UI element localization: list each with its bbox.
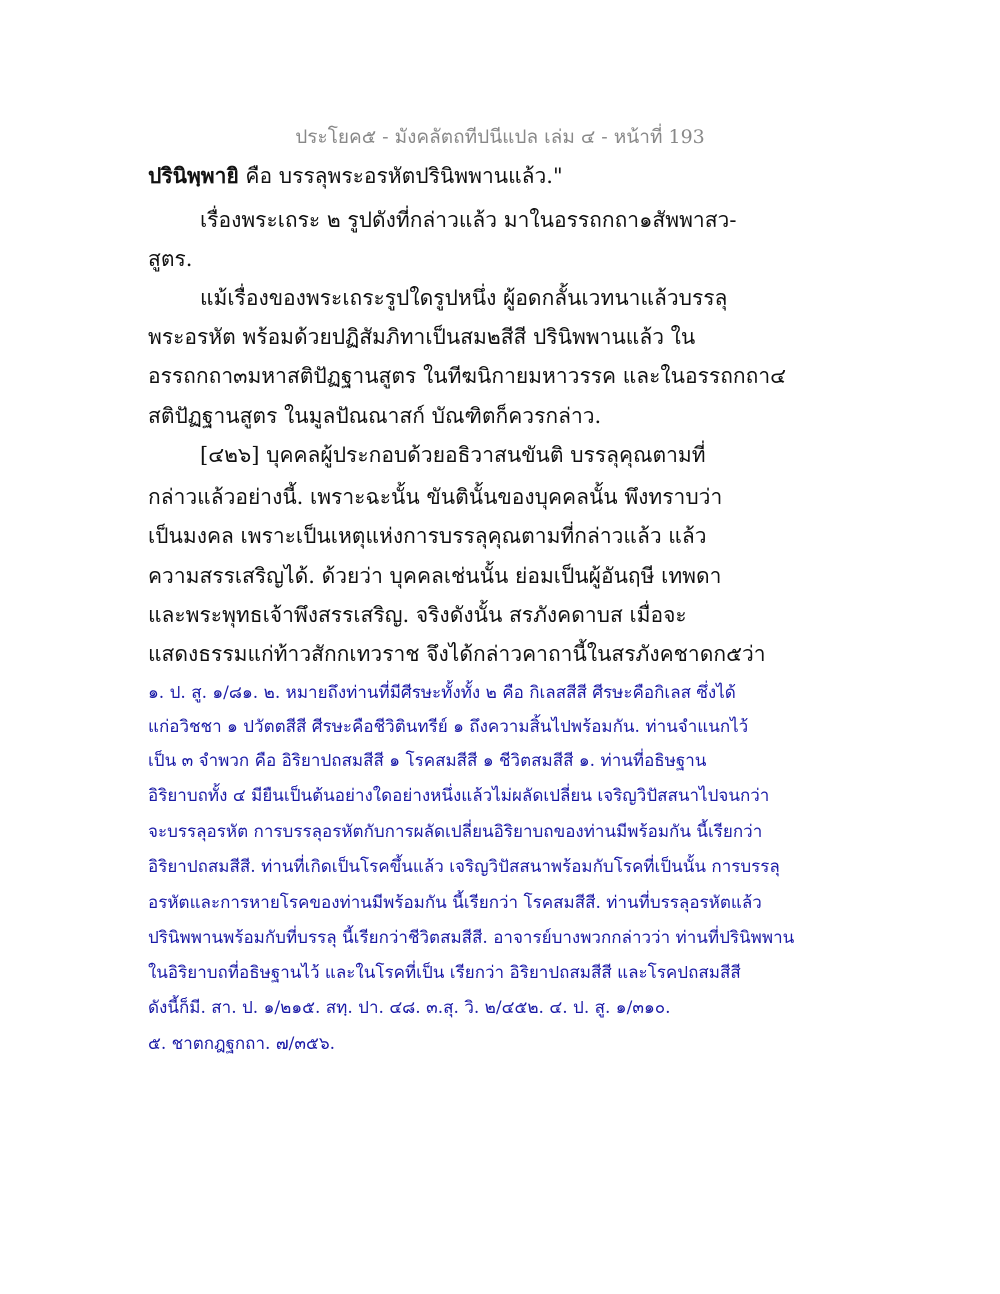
footnote-line: เป็น ๓ จำพวก คือ อิริยาปถสมสีสี ๑ โรคสมสีสี ๑ ชีวิตสมสีสี ๑. ท่านที่อธิษฐาน — [148, 751, 707, 771]
footnote-line: ๑. ป. สู. ๑/๘๑. ๒. หมายถึงท่านที่มีศีรษะทั้งทั้ง ๒ คือ กิเลสสีสี ศีรษะคือกิเลส ซึ่งได้ — [148, 683, 736, 703]
body-line-9: กล่าวแล้วอย่างนี้. เพราะฉะนั้น ขันตินั้นของบุคคลนั้น พึงทราบว่า — [148, 485, 723, 509]
body-line-7: สติปัฏฐานสูตร ในมูลปัณณาสก์ บัณฑิตก็ควรกล่าว. — [148, 404, 602, 428]
body-line-8: [๔๒๖] บุคคลผู้ประกอบด้วยอธิวาสนขันติ บรรลุคุณตามที่ — [200, 443, 706, 467]
footnote-line: จะบรรลุอรหัต การบรรลุอรหัตกับการผลัดเปลี่ยนอิริยาบถของท่านมีพร้อมกัน นี้เรียกว่า — [148, 822, 763, 842]
body-line-6: อรรถกถา๓มหาสติปัฏฐานสูตร ในทีฆนิกายมหาวรรค และในอรรถกถา๔ — [148, 364, 787, 388]
footnote-line: อิริยาปถสมสีสี. ท่านที่เกิดเป็นโรคขึ้นแล้ว เจริญวิปัสสนาพร้อมกับโรคที่เป็นนั้น การบรรลุ — [148, 857, 780, 877]
body-line-2: เรื่องพระเถระ ๒ รูปดังที่กล่าวแล้ว มาในอรรถกถา๑สัพพาสว- — [200, 208, 737, 232]
page-header: ประโยค๕ - มังคลัตถทีปนีแปล เล่ม ๔ - หน้าที่ 193 — [295, 126, 705, 148]
body-line-1 — [148, 160, 563, 193]
footnote-line: ปรินิพพานพร้อมกับที่บรรลุ นี้เรียกว่าชีวิตสมสีสี. อาจารย์บางพวกกล่าวว่า ท่านที่ปรินิพพาน — [148, 928, 795, 948]
footnote-line: อรหัตและการหายโรคของท่านมีพร้อมกัน นี้เรียกว่า โรคสมสีสี. ท่านที่บรรลุอรหัตแล้ว — [148, 893, 762, 913]
body-line-4: แม้เรื่องของพระเถระรูปใดรูปหนึ่ง ผู้อดกลั้นเวทนาแล้วบรรลุ — [200, 286, 728, 310]
footnote-line: ในอิริยาบถที่อธิษฐานไว้ และในโรคที่เป็น เรียกว่า อิริยาปถสมสีสี และโรคปถสมสีสี — [148, 963, 741, 983]
body-line-5: พระอรหัต พร้อมด้วยปฏิสัมภิทาเป็นสม๒สีสี ปรินิพพานแล้ว ใน — [148, 325, 696, 349]
body-line-13: แสดงธรรมแก่ท้าวสักกเทวราช จึงได้กล่าวคาถานี้ในสรภังคชาดก๕ว่า — [148, 642, 766, 666]
footnote-line: อิริยาบถทั้ง ๔ มียืนเป็นต้นอย่างใดอย่างหนึ่งแล้วไม่ผลัดเปลี่ยน เจริญวิปัสสนาไปจนกว่า — [148, 786, 770, 806]
body-line-3: สูตร. — [148, 247, 193, 271]
body-line-1-rest: คือ บรรลุพระอรหัตปรินิพพานแล้ว." — [238, 164, 563, 188]
footnote-line: ดังนี้ก็มี. สา. ป. ๑/๒๑๕. สทฺ. ปา. ๔๘. ๓.สุ. วิ. ๒/๔๕๒. ๔. ป. สู. ๑/๓๑๐. — [148, 998, 671, 1018]
body-line-12: และพระพุทธเจ้าพึงสรรเสริญ. จริงดังนั้น สรภังคดาบส เมื่อจะ — [148, 603, 687, 627]
body-line-10: เป็นมงคล เพราะเป็นเหตุแห่งการบรรลุคุณตามที่กล่าวแล้ว แล้ว — [148, 524, 707, 548]
pali-term: ปรินิพฺพายิ — [148, 163, 239, 188]
body-line-11: ความสรรเสริญได้. ด้วยว่า บุคคลเช่นนั้น ย่อมเป็นผู้อันฤษี เทพดา — [148, 564, 722, 588]
footnote-line: ๕. ชาตกฎฐกถา. ๗/๓๕๖. — [148, 1034, 336, 1054]
footnote-line: แก่อวิชชา ๑ ปวัตตสีสี ศีรษะคือชีวิตินทรีย์ ๑ ถึงความสิ้นไปพร้อมกัน. ท่านจำแนกไว้ — [148, 717, 749, 737]
